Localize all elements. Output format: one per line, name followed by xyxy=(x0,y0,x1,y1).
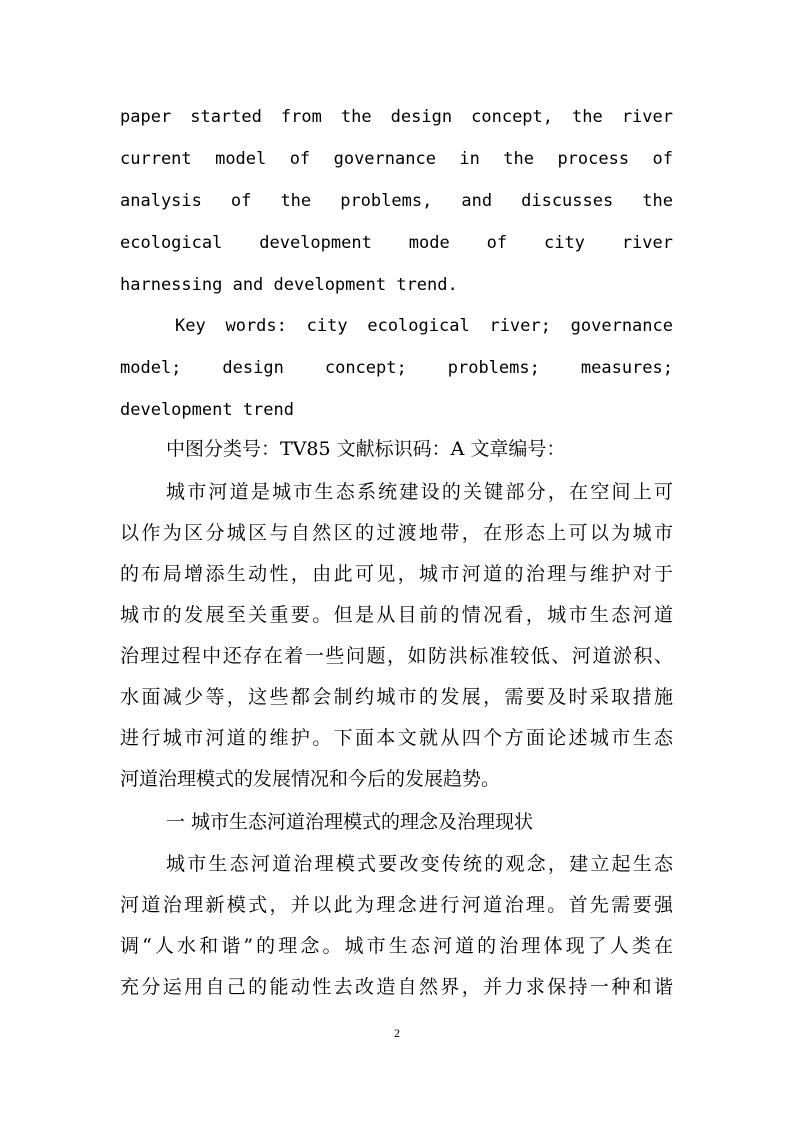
intro-line: 进行城市河道的维护。下面本文就从四个方面论述城市生态 xyxy=(120,727,673,749)
intro-line: 的布局增添生动性，由此可见，城市河道的治理与维护对于 xyxy=(120,563,673,585)
abstract-line: ecological development mode of city river xyxy=(120,233,673,253)
intro-line: 城市的发展至关重要。但是从目前的情况看，城市生态河道 xyxy=(120,604,673,626)
keywords-line: development trend xyxy=(120,400,294,420)
abstract-paragraph xyxy=(120,96,673,306)
intro-line: 河道治理模式的发展情况和今后的发展趋势。 xyxy=(120,768,501,790)
intro-paragraph xyxy=(120,472,673,800)
section-paragraph xyxy=(120,844,673,1008)
keywords-paragraph xyxy=(120,305,673,431)
abstract-line: paper started from the design concept, the river xyxy=(120,107,673,127)
section-line: 河道治理新模式，并以此为理念进行河道治理。首先需要强 xyxy=(120,894,673,916)
section-line: 充分运用自己的能动性去改造自然界，并力求保持一种和谐 xyxy=(120,976,673,998)
section-heading-text: 一 城市生态河道治理模式的理念及治理现状 xyxy=(166,811,534,833)
intro-line: 水面减少等，这些都会制约城市的发展，需要及时采取措施 xyxy=(120,686,673,708)
page-number: 2 xyxy=(394,1026,400,1040)
section-line: 调“人水和谐”的理念。城市生态河道的治理体现了人类在 xyxy=(120,935,673,957)
abstract-line: analysis of the problems, and discusses the xyxy=(120,191,673,211)
section-heading xyxy=(120,802,673,843)
abstract-line: harnessing and development trend. xyxy=(120,275,458,295)
section-line: 城市生态河道治理模式要改变传统的观念，建立起生态 xyxy=(166,853,673,875)
intro-line: 城市河道是城市生态系统建设的关键部分，在空间上可 xyxy=(166,481,673,503)
abstract-line: current model of governance in the process of xyxy=(120,149,673,169)
intro-line: 以作为区分城区与自然区的过渡地带，在形态上可以为城市 xyxy=(120,522,673,544)
intro-line: 治理过程中还存在着一些问题，如防洪标准较低、河道淤积、 xyxy=(120,645,673,667)
keywords-line: model; design concept; problems; measures; xyxy=(120,358,673,378)
keywords-line: Key words: city ecological river; governance xyxy=(175,316,673,336)
classification-line xyxy=(120,429,673,470)
classification-text: 中图分类号：TV85 文献标识码：A 文章编号： xyxy=(166,438,566,460)
